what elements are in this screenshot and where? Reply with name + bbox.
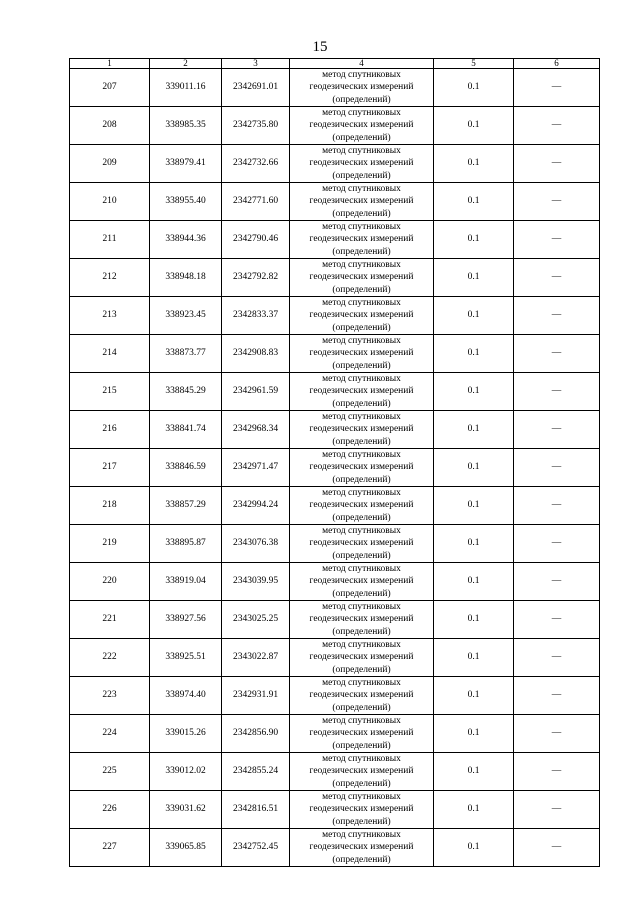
point-number-cell: 210	[70, 183, 150, 221]
note-cell: —	[514, 259, 600, 297]
method-cell: метод спутниковых геодезических измерений (определений)	[290, 487, 434, 525]
method-cell: метод спутниковых геодезических измерений (определений)	[290, 563, 434, 601]
y-coordinate-cell: 2343076.38	[222, 525, 290, 563]
method-cell: метод спутниковых геодезических измерений (определений)	[290, 259, 434, 297]
accuracy-cell: 0.1	[434, 487, 514, 525]
y-coordinate-cell: 2342968.34	[222, 411, 290, 449]
accuracy-cell: 0.1	[434, 145, 514, 183]
x-coordinate-cell: 338919.04	[150, 563, 222, 601]
y-coordinate-cell: 2342994.24	[222, 487, 290, 525]
x-coordinate-cell: 338857.29	[150, 487, 222, 525]
y-coordinate-cell: 2342856.90	[222, 715, 290, 753]
table-row	[70, 829, 600, 867]
x-coordinate-cell: 338923.45	[150, 297, 222, 335]
table-body	[70, 69, 600, 867]
table-row	[70, 335, 600, 373]
column-header: 4	[290, 59, 434, 69]
y-coordinate-cell: 2342691.01	[222, 69, 290, 107]
y-coordinate-cell: 2342908.83	[222, 335, 290, 373]
x-coordinate-cell: 338955.40	[150, 183, 222, 221]
point-number-cell: 215	[70, 373, 150, 411]
table-row	[70, 791, 600, 829]
point-number-cell: 218	[70, 487, 150, 525]
accuracy-cell: 0.1	[434, 221, 514, 259]
point-number-cell: 216	[70, 411, 150, 449]
method-cell: метод спутниковых геодезических измерений (определений)	[290, 639, 434, 677]
note-cell: —	[514, 107, 600, 145]
accuracy-cell: 0.1	[434, 259, 514, 297]
point-number-cell: 217	[70, 449, 150, 487]
point-number-cell: 207	[70, 69, 150, 107]
accuracy-cell: 0.1	[434, 335, 514, 373]
method-cell: метод спутниковых геодезических измерений (определений)	[290, 525, 434, 563]
table-row	[70, 183, 600, 221]
x-coordinate-cell: 338985.35	[150, 107, 222, 145]
table-row	[70, 259, 600, 297]
column-header: 6	[514, 59, 600, 69]
x-coordinate-cell: 338873.77	[150, 335, 222, 373]
note-cell: —	[514, 183, 600, 221]
accuracy-cell: 0.1	[434, 107, 514, 145]
note-cell: —	[514, 639, 600, 677]
method-cell: метод спутниковых геодезических измерений (определений)	[290, 753, 434, 791]
x-coordinate-cell: 339065.85	[150, 829, 222, 867]
table-row	[70, 69, 600, 107]
x-coordinate-cell: 339011.16	[150, 69, 222, 107]
method-cell: метод спутниковых геодезических измерений (определений)	[290, 183, 434, 221]
method-cell: метод спутниковых геодезических измерений (определений)	[290, 449, 434, 487]
table-row	[70, 677, 600, 715]
accuracy-cell: 0.1	[434, 677, 514, 715]
note-cell: —	[514, 829, 600, 867]
column-header: 2	[150, 59, 222, 69]
note-cell: —	[514, 715, 600, 753]
y-coordinate-cell: 2342816.51	[222, 791, 290, 829]
method-cell: метод спутниковых геодезических измерений (определений)	[290, 373, 434, 411]
accuracy-cell: 0.1	[434, 373, 514, 411]
y-coordinate-cell: 2342790.46	[222, 221, 290, 259]
table-row	[70, 525, 600, 563]
method-cell: метод спутниковых геодезических измерений (определений)	[290, 411, 434, 449]
y-coordinate-cell: 2342732.66	[222, 145, 290, 183]
point-number-cell: 225	[70, 753, 150, 791]
x-coordinate-cell: 338846.59	[150, 449, 222, 487]
method-cell: метод спутниковых геодезических измерений (определений)	[290, 107, 434, 145]
accuracy-cell: 0.1	[434, 411, 514, 449]
table-row	[70, 297, 600, 335]
x-coordinate-cell: 338948.18	[150, 259, 222, 297]
x-coordinate-cell: 338927.56	[150, 601, 222, 639]
table-row	[70, 601, 600, 639]
point-number-cell: 222	[70, 639, 150, 677]
note-cell: —	[514, 487, 600, 525]
point-number-cell: 219	[70, 525, 150, 563]
x-coordinate-cell: 338841.74	[150, 411, 222, 449]
x-coordinate-cell: 338845.29	[150, 373, 222, 411]
table-row	[70, 639, 600, 677]
accuracy-cell: 0.1	[434, 791, 514, 829]
y-coordinate-cell: 2342833.37	[222, 297, 290, 335]
note-cell: —	[514, 563, 600, 601]
method-cell: метод спутниковых геодезических измерений (определений)	[290, 297, 434, 335]
accuracy-cell: 0.1	[434, 563, 514, 601]
y-coordinate-cell: 2342771.60	[222, 183, 290, 221]
accuracy-cell: 0.1	[434, 449, 514, 487]
y-coordinate-cell: 2343025.25	[222, 601, 290, 639]
note-cell: —	[514, 677, 600, 715]
point-number-cell: 226	[70, 791, 150, 829]
x-coordinate-cell: 339015.26	[150, 715, 222, 753]
method-cell: метод спутниковых геодезических измерений (определений)	[290, 791, 434, 829]
table-header-row	[70, 59, 600, 69]
accuracy-cell: 0.1	[434, 601, 514, 639]
method-cell: метод спутниковых геодезических измерений (определений)	[290, 829, 434, 867]
accuracy-cell: 0.1	[434, 715, 514, 753]
point-number-cell: 212	[70, 259, 150, 297]
table-row	[70, 563, 600, 601]
point-number-cell: 220	[70, 563, 150, 601]
accuracy-cell: 0.1	[434, 525, 514, 563]
point-number-cell: 213	[70, 297, 150, 335]
note-cell: —	[514, 145, 600, 183]
point-number-cell: 223	[70, 677, 150, 715]
note-cell: —	[514, 525, 600, 563]
note-cell: —	[514, 791, 600, 829]
table-row	[70, 221, 600, 259]
x-coordinate-cell: 338974.40	[150, 677, 222, 715]
note-cell: —	[514, 335, 600, 373]
column-header: 1	[70, 59, 150, 69]
note-cell: —	[514, 373, 600, 411]
point-number-cell: 209	[70, 145, 150, 183]
table-row	[70, 449, 600, 487]
y-coordinate-cell: 2342971.47	[222, 449, 290, 487]
point-number-cell: 227	[70, 829, 150, 867]
point-number-cell: 224	[70, 715, 150, 753]
accuracy-cell: 0.1	[434, 183, 514, 221]
y-coordinate-cell: 2343022.87	[222, 639, 290, 677]
note-cell: —	[514, 411, 600, 449]
x-coordinate-cell: 338979.41	[150, 145, 222, 183]
accuracy-cell: 0.1	[434, 639, 514, 677]
point-number-cell: 211	[70, 221, 150, 259]
method-cell: метод спутниковых геодезических измерений (определений)	[290, 69, 434, 107]
table-row	[70, 145, 600, 183]
x-coordinate-cell: 339031.62	[150, 791, 222, 829]
y-coordinate-cell: 2342752.45	[222, 829, 290, 867]
table-row	[70, 487, 600, 525]
column-header: 3	[222, 59, 290, 69]
accuracy-cell: 0.1	[434, 829, 514, 867]
method-cell: метод спутниковых геодезических измерений (определений)	[290, 715, 434, 753]
table-row	[70, 411, 600, 449]
x-coordinate-cell: 339012.02	[150, 753, 222, 791]
y-coordinate-cell: 2342961.59	[222, 373, 290, 411]
x-coordinate-cell: 338944.36	[150, 221, 222, 259]
y-coordinate-cell: 2342931.91	[222, 677, 290, 715]
point-number-cell: 214	[70, 335, 150, 373]
x-coordinate-cell: 338895.87	[150, 525, 222, 563]
table-row	[70, 753, 600, 791]
coordinates-table	[69, 58, 600, 867]
method-cell: метод спутниковых геодезических измерений (определений)	[290, 601, 434, 639]
note-cell: —	[514, 601, 600, 639]
y-coordinate-cell: 2342735.80	[222, 107, 290, 145]
column-header: 5	[434, 59, 514, 69]
table-row	[70, 715, 600, 753]
table-row	[70, 107, 600, 145]
note-cell: —	[514, 69, 600, 107]
method-cell: метод спутниковых геодезических измерений (определений)	[290, 335, 434, 373]
accuracy-cell: 0.1	[434, 297, 514, 335]
method-cell: метод спутниковых геодезических измерений (определений)	[290, 677, 434, 715]
x-coordinate-cell: 338925.51	[150, 639, 222, 677]
method-cell: метод спутниковых геодезических измерений (определений)	[290, 221, 434, 259]
accuracy-cell: 0.1	[434, 753, 514, 791]
note-cell: —	[514, 297, 600, 335]
table-row	[70, 373, 600, 411]
note-cell: —	[514, 449, 600, 487]
point-number-cell: 221	[70, 601, 150, 639]
note-cell: —	[514, 753, 600, 791]
y-coordinate-cell: 2342792.82	[222, 259, 290, 297]
y-coordinate-cell: 2342855.24	[222, 753, 290, 791]
page-number: 15	[312, 39, 328, 55]
point-number-cell: 208	[70, 107, 150, 145]
accuracy-cell: 0.1	[434, 69, 514, 107]
note-cell: —	[514, 221, 600, 259]
y-coordinate-cell: 2343039.95	[222, 563, 290, 601]
method-cell: метод спутниковых геодезических измерений (определений)	[290, 145, 434, 183]
